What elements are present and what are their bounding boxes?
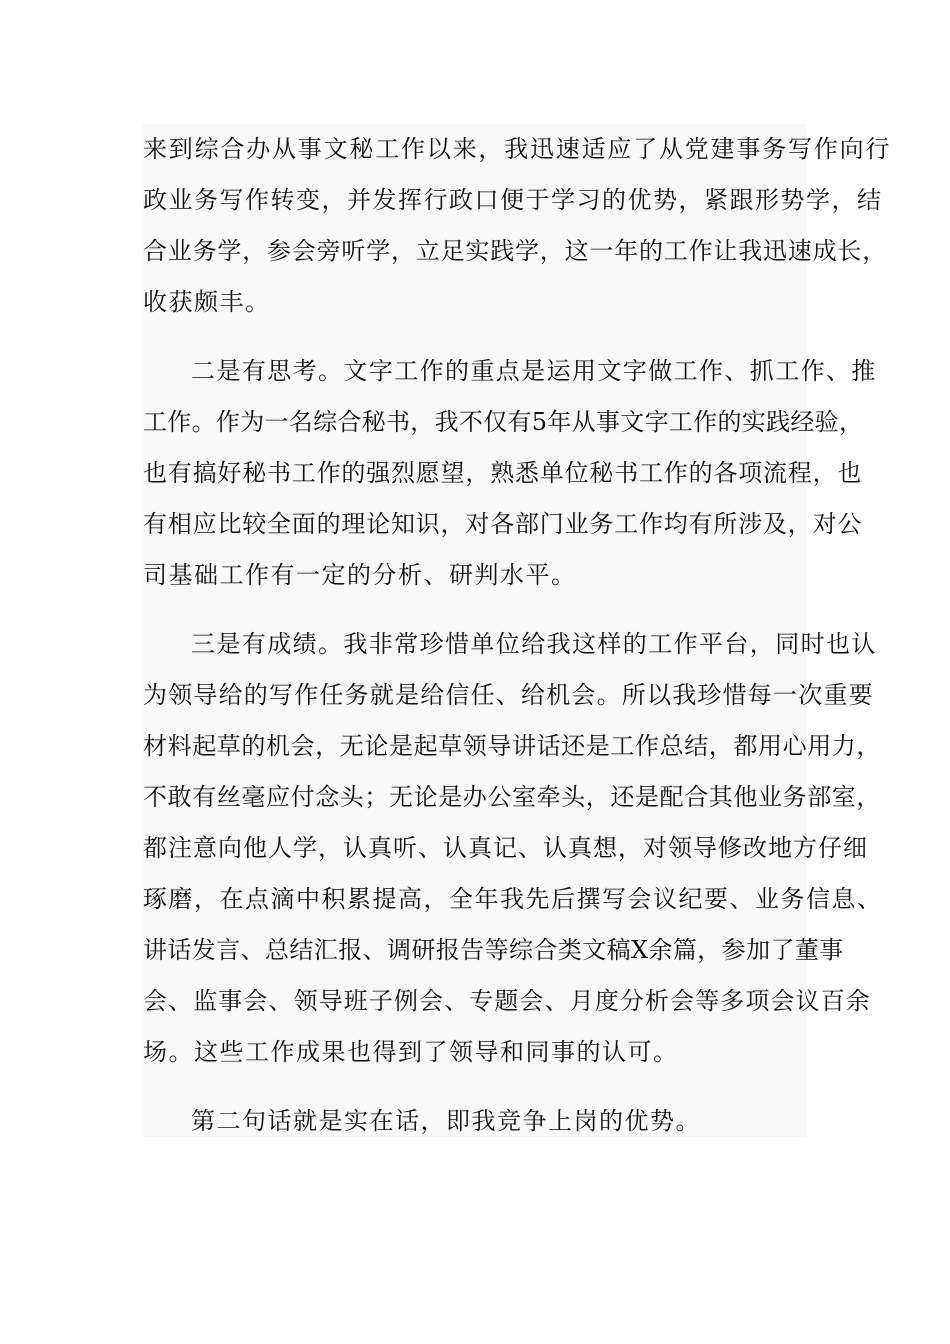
paragraph-1-line-1: 来到综合办从事文秘工作以来，我迅速适应了从党建事务写作向行 xyxy=(143,135,892,163)
paragraph-4-line-1: 第二句话就是实在话，即我竞争上岗的优势。 xyxy=(191,1107,701,1135)
paragraph-3-line-2: 为领导给的写作任务就是给信任、给机会。所以我珍惜每一次重要 xyxy=(143,681,874,709)
paragraph-2-line-3: 也有搞好秘书工作的强烈愿望，熟悉单位秘书工作的各项流程，也 xyxy=(143,459,863,487)
document-text-block xyxy=(143,124,892,1137)
paragraph-1-line-2: 政业务写作转变，并发挥行政口便于学习的优势，紧跟形势学，结 xyxy=(143,186,883,214)
paragraph-3-line-3: 材料起草的机会，无论是起草领导讲话还是工作总结，都用心用力， xyxy=(143,732,881,760)
paragraph-3-line-8: 会、监事会、领导班子例会、专题会、月度分析会等多项会议百余 xyxy=(143,987,871,1015)
paragraph-3-line-9: 场。这些工作成果也得到了领导和同事的认可。 xyxy=(143,1038,679,1066)
paragraph-2-line-2: 工作。作为一名综合秘书，我不仅有5年从事文字工作的实践经验， xyxy=(143,408,864,436)
paragraph-3-line-4: 不敢有丝毫应付念头；无论是办公室牵头，还是配合其他业务部室， xyxy=(143,783,881,811)
paragraph-2-line-1: 二是有思考。文字工作的重点是运用文字做工作、抓工作、推 xyxy=(191,357,877,385)
paragraph-3-line-1: 三是有成绩。我非常珍惜单位给我这样的工作平台，同时也认 xyxy=(191,630,877,658)
paragraph-2-line-4: 有相应比较全面的理论知识，对各部门业务工作均有所涉及，对公 xyxy=(143,510,863,538)
paragraph-1-line-3: 合业务学，参会旁听学，立足实践学，这一年的工作让我迅速成长， xyxy=(143,237,887,265)
paragraph-3-line-5: 都注意向他人学，认真听、认真记、认真想，对领导修改地方仔细 xyxy=(143,834,868,862)
paragraph-3-line-6: 琢磨，在点滴中积累提高，全年我先后撰写会议纪要、业务信息、 xyxy=(143,885,883,913)
paragraph-1-line-4: 收获颇丰。 xyxy=(143,288,271,316)
paragraph-2-line-5: 司基础工作有一定的分析、研判水平。 xyxy=(143,561,577,589)
paragraph-3-line-7: 讲话发言、总结汇报、调研报告等综合类文稿X余篇，参加了董事 xyxy=(143,936,844,964)
